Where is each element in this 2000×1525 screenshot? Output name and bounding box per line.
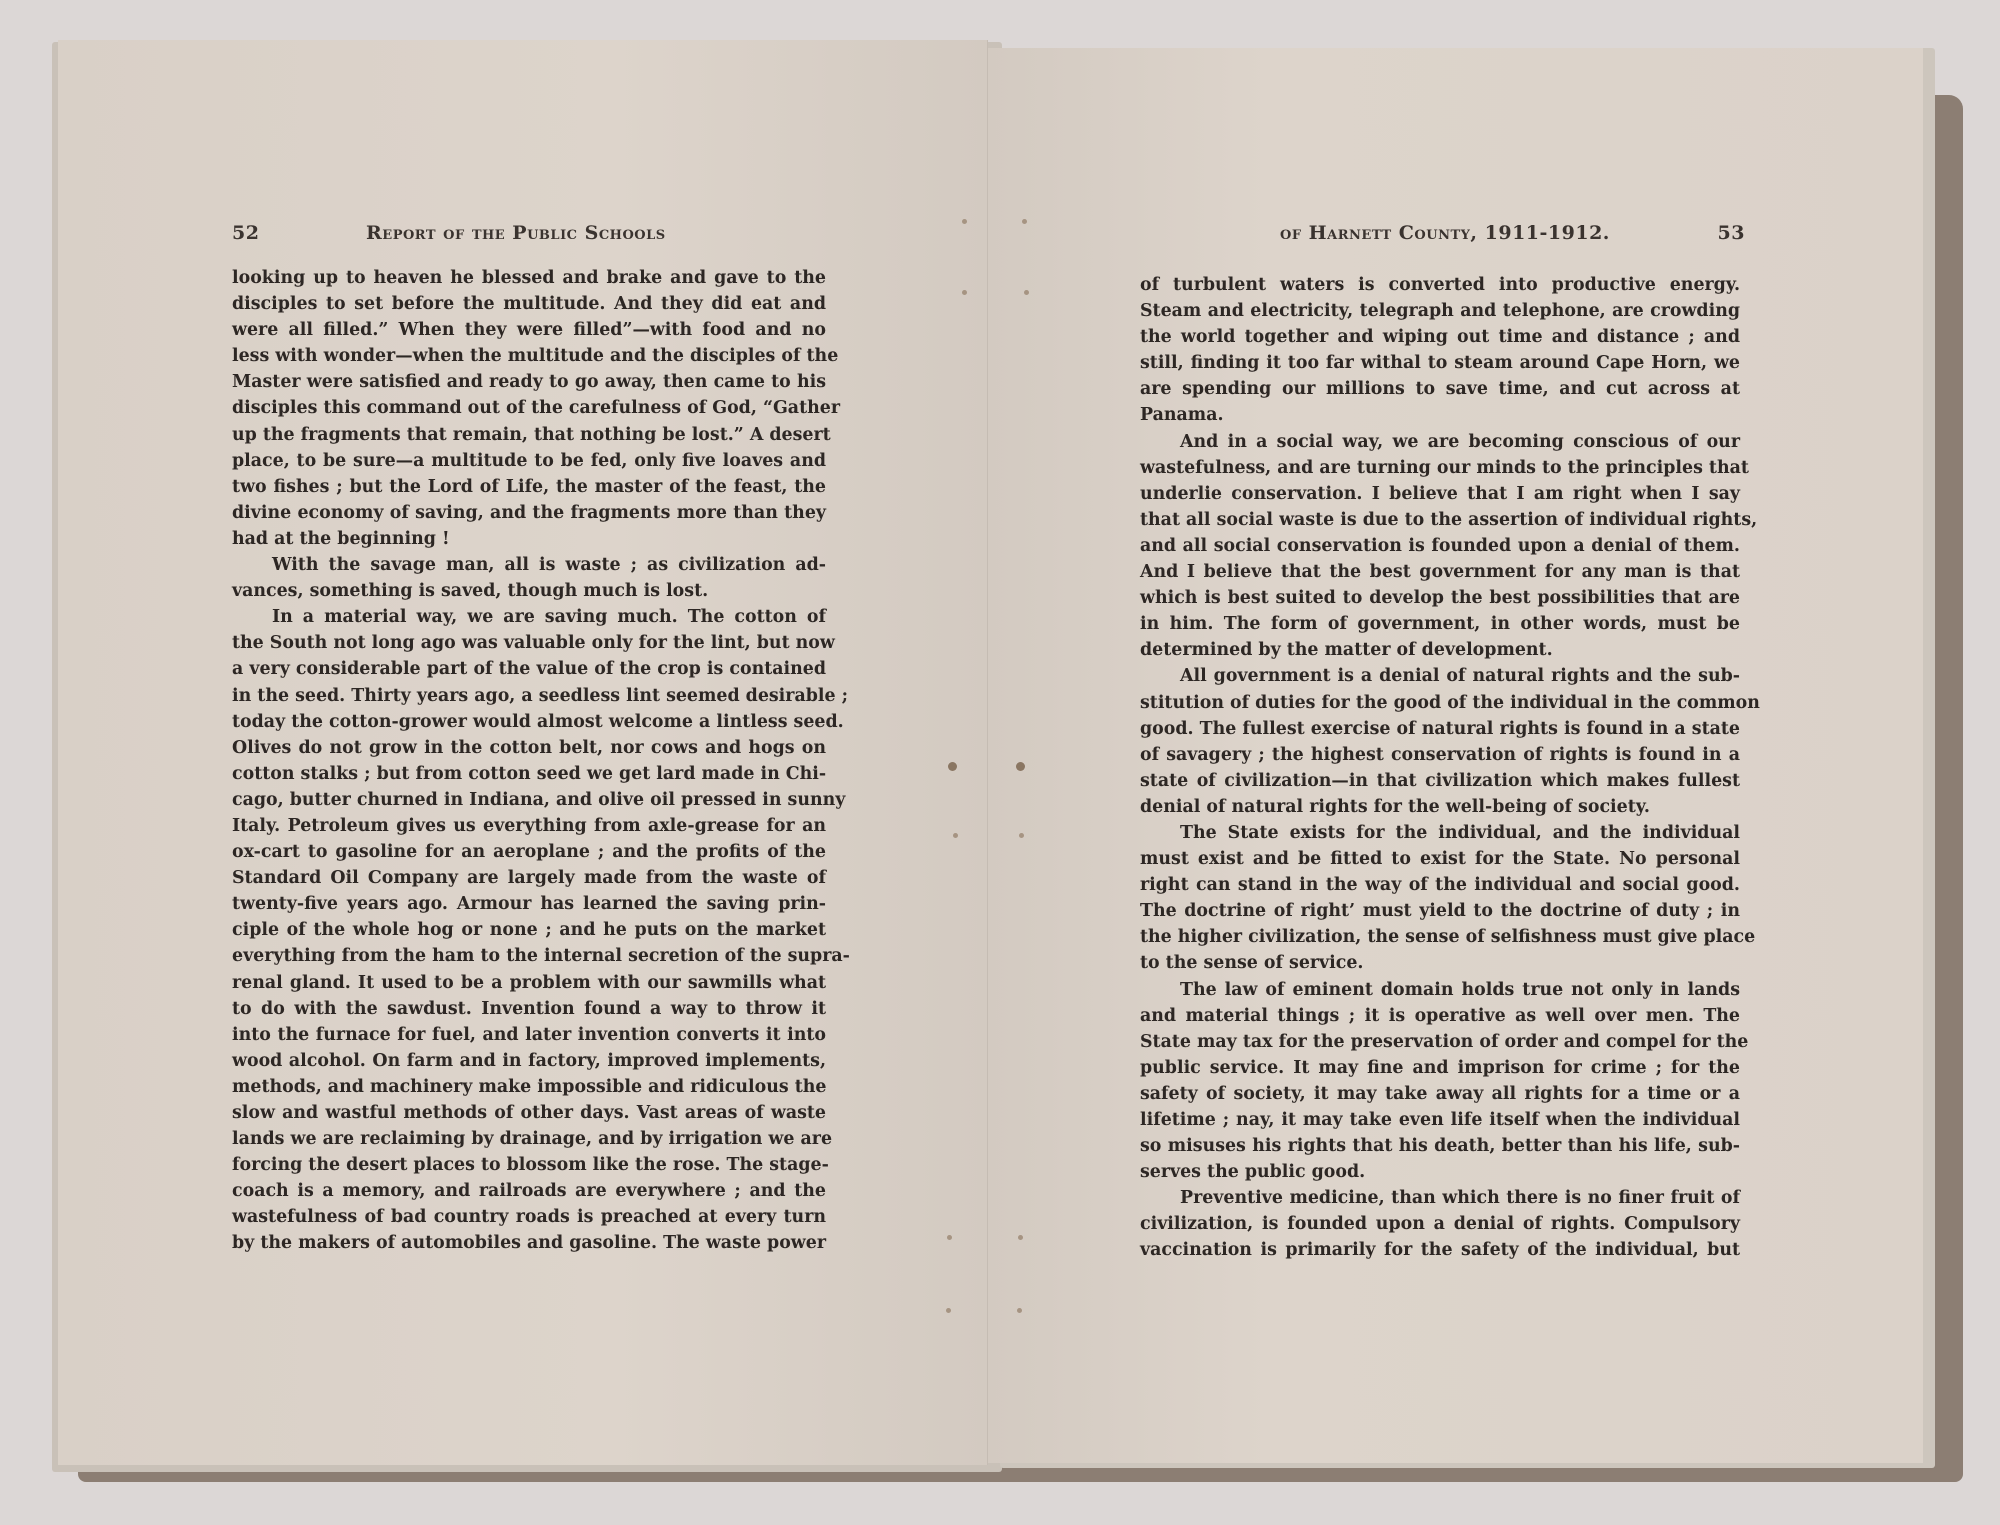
- text-line: and all social conservation is founded upon a denial of them.: [1140, 535, 1740, 556]
- text-line: lands we are reclaiming by drainage, and by irrigation we are: [232, 1129, 833, 1150]
- text-line: ciple of the whole hog or none ; and he puts on the market: [232, 920, 826, 941]
- binding-hole: [1016, 762, 1025, 771]
- text-line: Italy. Petroleum gives us everything from axle-grease for an: [232, 815, 826, 836]
- text-line: to do with the sawdust. Invention found a way to throw it: [232, 998, 826, 1019]
- text-line: serves the public good.: [1140, 1162, 1366, 1183]
- text-line: the higher civilization, the sense of selfishness must give place: [1140, 927, 1756, 948]
- binding-hole: [953, 833, 958, 838]
- text-line: to the sense of service.: [1140, 953, 1364, 974]
- text-line: cago, butter churned in Indiana, and olive oil pressed in sunny: [232, 789, 846, 810]
- text-line: slow and wastful methods of other days. Vast areas of waste: [232, 1103, 826, 1123]
- text-line: so misuses his rights that his death, better than his life, sub-: [1140, 1136, 1740, 1157]
- text-line: were all filled.” When they were filled”—with food and no: [232, 320, 826, 341]
- text-line: which is best suited to develop the best possibilities that are: [1140, 588, 1740, 609]
- right-page-body: [1140, 272, 1760, 1264]
- page-number: 52: [232, 222, 260, 244]
- text-line: public service. It may fine and imprison for crime ; for the: [1140, 1057, 1740, 1078]
- text-line: place, to be sure—a multitude to be fed, only five loaves and: [232, 450, 826, 471]
- text-line: Preventive medicine, than which there is no finer fruit of: [1180, 1188, 1740, 1209]
- binding-hole: [946, 1308, 951, 1313]
- text-line: less with wonder—when the multitude and the disciples of the: [232, 346, 839, 367]
- text-line: lifetime ; nay, it may take even life itself when the individual: [1140, 1110, 1740, 1130]
- text-line: The doctrine of right’ must yield to the doctrine of duty ; in: [1140, 901, 1740, 922]
- text-line: renal gland. It used to be a problem with our sawmills what: [232, 972, 826, 993]
- text-line: In a material way, we are saving much. The cotton of: [272, 607, 826, 628]
- text-line: methods, and machinery make impossible and ridiculous the: [232, 1076, 827, 1097]
- text-line: still, finding it too far withal to steam around Cape Horn, we: [1140, 353, 1740, 374]
- text-line: vaccination is primarily for the safety of the individual, but: [1140, 1240, 1740, 1261]
- text-line: by the makers of automobiles and gasoline. The waste power: [232, 1233, 826, 1254]
- binding-hole: [1017, 1308, 1022, 1313]
- text-line: divine economy of saving, and the fragments more than they: [232, 502, 826, 523]
- text-line: disciples this command out of the carefulness of God, “Gather: [232, 398, 840, 419]
- binding-hole: [1022, 219, 1027, 224]
- text-line: underlie conservation. I believe that I am right when I say: [1140, 483, 1740, 504]
- text-line: Steam and electricity, telegraph and telephone, are crowding: [1140, 301, 1740, 322]
- text-line: good. The fullest exercise of natural rights is found in a state: [1140, 718, 1740, 739]
- text-line: of turbulent waters is converted into productive energy.: [1140, 275, 1740, 295]
- text-line: a very considerable part of the value of the crop is contained: [232, 659, 826, 680]
- left-page-header: [232, 222, 707, 244]
- text-line: into the furnace for fuel, and later invention converts it into: [232, 1024, 826, 1045]
- running-head: Report of the Public Schools: [366, 222, 666, 244]
- binding-hole: [947, 1235, 952, 1240]
- text-line: vances, something is saved, though much is lost.: [232, 581, 709, 602]
- page-number: 53: [1717, 222, 1745, 244]
- text-line: civilization, is founded upon a denial of rights. Compulsory: [1140, 1214, 1740, 1235]
- text-line: today the cotton-grower would almost welcome a lintless seed.: [232, 711, 844, 732]
- text-line: in the seed. Thirty years ago, a seedless lint seemed desirable ;: [232, 685, 849, 706]
- text-line: determined by the matter of development.: [1140, 640, 1553, 661]
- text-line: denial of natural rights for the well-being of society.: [1140, 796, 1650, 817]
- binding-hole: [1024, 290, 1029, 295]
- text-line: looking up to heaven he blessed and brake and gave to the: [232, 268, 826, 288]
- text-line: safety of society, it may take away all rights for a time or a: [1140, 1083, 1740, 1104]
- text-line: forcing the desert places to blossom like the rose. The stage-: [232, 1155, 829, 1176]
- text-line: coach is a memory, and railroads are everywhere ; and the: [232, 1181, 826, 1202]
- text-line: and material things ; it is operative as well over men. The: [1140, 1005, 1740, 1026]
- text-line: Standard Oil Company are largely made from the waste of: [232, 868, 826, 889]
- text-line: State may tax for the preservation of order and compel for the: [1140, 1031, 1749, 1052]
- text-line: are spending our millions to save time, and cut across at: [1140, 379, 1740, 400]
- text-line: right can stand in the way of the individual and social good.: [1140, 875, 1740, 896]
- text-line: And in a social way, we are becoming conscious of our: [1180, 431, 1740, 452]
- binding-hole: [1018, 1235, 1023, 1240]
- binding-hole: [962, 219, 967, 224]
- text-line: that all social waste is due to the assertion of individual rights,: [1140, 509, 1758, 530]
- text-line: cotton stalks ; but from cotton seed we get lard made in Chi-: [232, 763, 827, 784]
- text-line: The State exists for the individual, and the individual: [1180, 822, 1740, 843]
- text-line: twenty-five years ago. Armour has learned the saving prin-: [232, 894, 826, 915]
- text-line: had at the beginning !: [232, 528, 450, 549]
- text-line: The law of eminent domain holds true not only in lands: [1180, 979, 1740, 1000]
- binding-hole: [1019, 833, 1024, 838]
- text-line: everything from the ham to the internal secretion of the supra-: [232, 946, 850, 967]
- text-line: state of civilization—in that civilization which makes fullest: [1140, 770, 1740, 791]
- text-line: ox-cart to gasoline for an aeroplane ; and the profits of the: [232, 842, 826, 863]
- text-line: up the fragments that remain, that nothing be lost.” A desert: [232, 424, 831, 445]
- text-line: With the savage man, all is waste ; as civilization ad-: [272, 555, 826, 576]
- text-line: in him. The form of government, in other words, must be: [1140, 614, 1740, 635]
- text-line: two fishes ; but the Lord of Life, the master of the feast, the: [232, 476, 826, 497]
- text-line: of savagery ; the highest conservation of rights is found in a: [1140, 744, 1740, 765]
- text-line: wastefulness, and are turning our minds to the principles that: [1140, 457, 1749, 478]
- text-line: wood alcohol. On farm and in factory, improved implements,: [232, 1050, 826, 1071]
- binding-hole: [948, 762, 957, 771]
- text-line: the world together and wiping out time and distance ; and: [1140, 327, 1740, 348]
- text-line: All government is a denial of natural rights and the sub-: [1180, 666, 1740, 687]
- text-line: stitution of duties for the good of the individual in the common: [1140, 692, 1760, 713]
- text-line: the South not long ago was valuable only for the lint, but now: [232, 633, 835, 654]
- text-line: And I believe that the best government for any man is that: [1140, 562, 1740, 583]
- binding-hole: [962, 290, 967, 295]
- text-line: Master were satisfied and ready to go away, then came to his: [232, 372, 826, 393]
- text-line: Olives do not grow in the cotton belt, nor cows and hogs on: [232, 737, 826, 758]
- right-page-header: [1280, 222, 1745, 244]
- text-line: must exist and be fitted to exist for the State. No personal: [1140, 849, 1740, 870]
- left-page-body: [232, 265, 850, 1257]
- text-line: wastefulness of bad country roads is preached at every turn: [232, 1207, 826, 1228]
- text-line: disciples to set before the multitude. And they did eat and: [232, 294, 826, 315]
- running-head: of Harnett County, 1911-1912.: [1280, 222, 1610, 244]
- text-line: Panama.: [1140, 405, 1224, 426]
